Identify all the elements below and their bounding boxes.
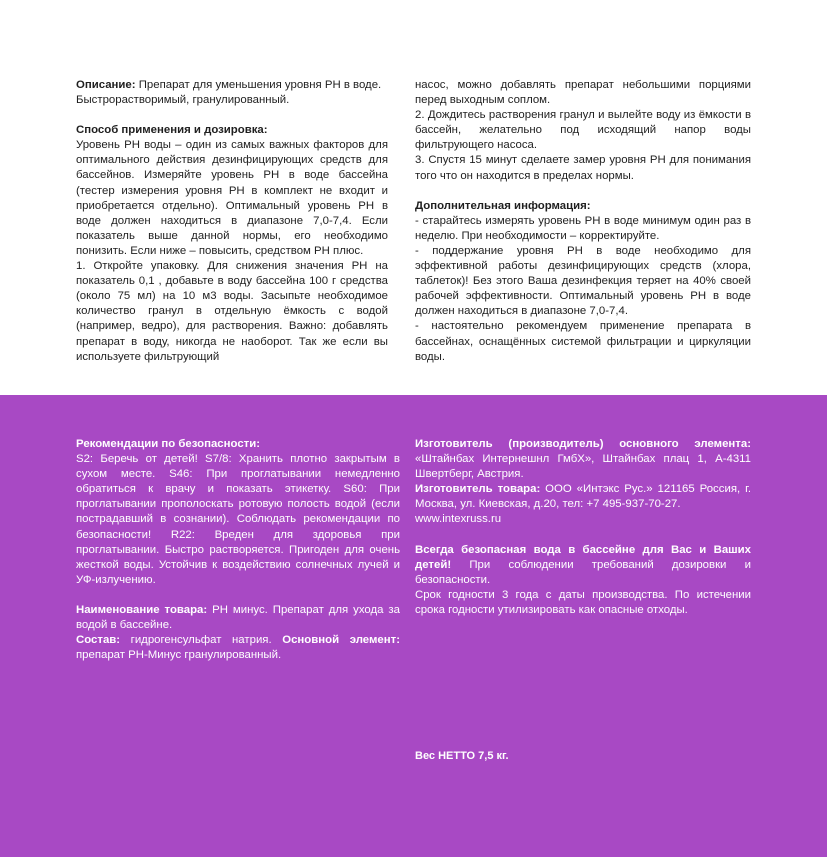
method-text: Уровень PH воды – один из самых важных факторов для оптимального действия дезинфицирующих средств для бассейнов. Измеряйте уровень PH в воде бассейна (тестер измерения уровня PH в комплект не входит и приобретается отдельно). Оптимальный уровень PH в воде должен находиться в диапазоне 7,0-7,4. Если показатель выше данной нормы, его необходимо понизить. Если ниже – повысить, средством PH плюс. <box>76 139 388 257</box>
producer-text: ООО «Интэкс Рус.» 121165 Россия, г. Москва, ул. Киевская, д.20, тел: +7 495-937-70-27. <box>415 483 752 511</box>
description-paragraph <box>76 78 388 108</box>
main-element-text: препарат PH-Минус гранулированный. <box>76 649 282 662</box>
step-1-text: 1. Откройте упаковку. Для снижения значения PH на показатель 0,1 , добавьте в воду бассейна 100 г средства (около 75 мл) на 10 м3 воды. Засыпьте необходимое количество гранул в отдельную ёмкость с водой (например, ведро), для растворения. Важно: добавлять препарат в воду, никогда не наоборот. Так же если вы используете фильтрующий <box>76 260 388 363</box>
usage-left-column <box>76 78 388 365</box>
manufacturer <box>415 437 751 482</box>
product-name-text: PH минус. Препарат для ухода за водой в бассейне. <box>76 603 400 632</box>
product-name-label: Наименование товара: <box>76 603 208 616</box>
method-heading: Способ применения и дозировка: <box>76 124 268 137</box>
safety-left-column <box>76 437 400 663</box>
composition-text: гидрогенсульфат натрия. <box>120 634 283 647</box>
slogan <box>415 543 751 588</box>
product-name <box>76 603 400 633</box>
slogan-text: При соблюдении требований дозировки и безопасности. <box>415 558 751 586</box>
shelf-life: Срок годности 3 года с даты производства. По истечении срока годности утилизировать как опасные отходы. <box>415 588 751 616</box>
website-link[interactable]: www.intexruss.ru <box>415 513 502 526</box>
safety-text: S2: Беречь от детей! S7/8: Хранить плотно закрытым в сухом месте. S46: При проглатывании немедленно обратиться к врачу и показать этикетку. S60: При проглатывании прополоскать ротовую полость водой (если пострадавший в сознании). Соблюдать рекомендации по безопасности! R22: Вреден для здоровья при проглатывании. Быстро растворяется. Пригоден для очень жесткой воды. Устойчив к воздействию солнечных лучей и УФ-излучению. <box>76 453 400 586</box>
additional-info-3: - настоятельно рекомендуем применение препарата в бассейнах, оснащённых системой фильтрации и циркуляции воды. <box>415 320 751 363</box>
step-3-text: 3. Спустя 15 минут сделаете замер уровня PH для понимания того что он находится в пределах нормы. <box>415 154 751 182</box>
description-text: Препарат для уменьшения уровня PH в воде. Быстрорастворимый, гранулированный. <box>76 79 382 107</box>
composition-label: Состав: <box>76 634 121 647</box>
composition <box>76 633 400 663</box>
net-weight: Вес НЕТТО 7,5 кг. <box>415 750 509 762</box>
additional-info-1: - старайтесь измерять уровень PH в воде минимум один раз в неделю. При необходимости – корректируйте. <box>415 214 751 242</box>
manufacturer-text: «Штайнбах Интернешнл ГмбХ», Штайнбах плац 1, А-4311 Швертберг, Австрия. <box>415 453 751 481</box>
continuation-text: насос, можно добавлять препарат небольшими порциями перед выходным соплом. <box>415 79 751 107</box>
usage-right-column <box>415 78 751 365</box>
safety-right-column <box>415 437 751 618</box>
safety-panel <box>0 395 827 857</box>
producer <box>415 482 751 512</box>
description-heading: Описание: <box>76 79 136 91</box>
main-element-label: Основной элемент: <box>282 634 400 647</box>
additional-info-heading: Дополнительная информация: <box>415 199 591 212</box>
manufacturer-label: Изготовитель (производитель) основного элемента: <box>415 438 751 450</box>
producer-label: Изготовитель товара: <box>415 483 541 496</box>
step-2-text: 2. Дождитесь растворения гранул и вылейте воду из ёмкости в бассейн, желательно под исходящий напор воды фильтрующего насоса. <box>415 109 751 152</box>
safety-heading: Рекомендации по безопасности: <box>76 438 261 450</box>
usage-section <box>0 0 827 395</box>
slogan-bold: Всегда безопасная вода в бассейне для Вас и Ваших детей! <box>415 543 751 571</box>
additional-info-2: - поддержание уровня PH в воде необходимо для эффективной работы дезинфицирующих средств (хлора, таблеток)! Без этого Ваша дезинфекция теряет на 40% своей рабочей эффективности. Оптимальный уровень PH в воде должен находиться в диапазоне 7,0-7,4. <box>415 244 751 318</box>
